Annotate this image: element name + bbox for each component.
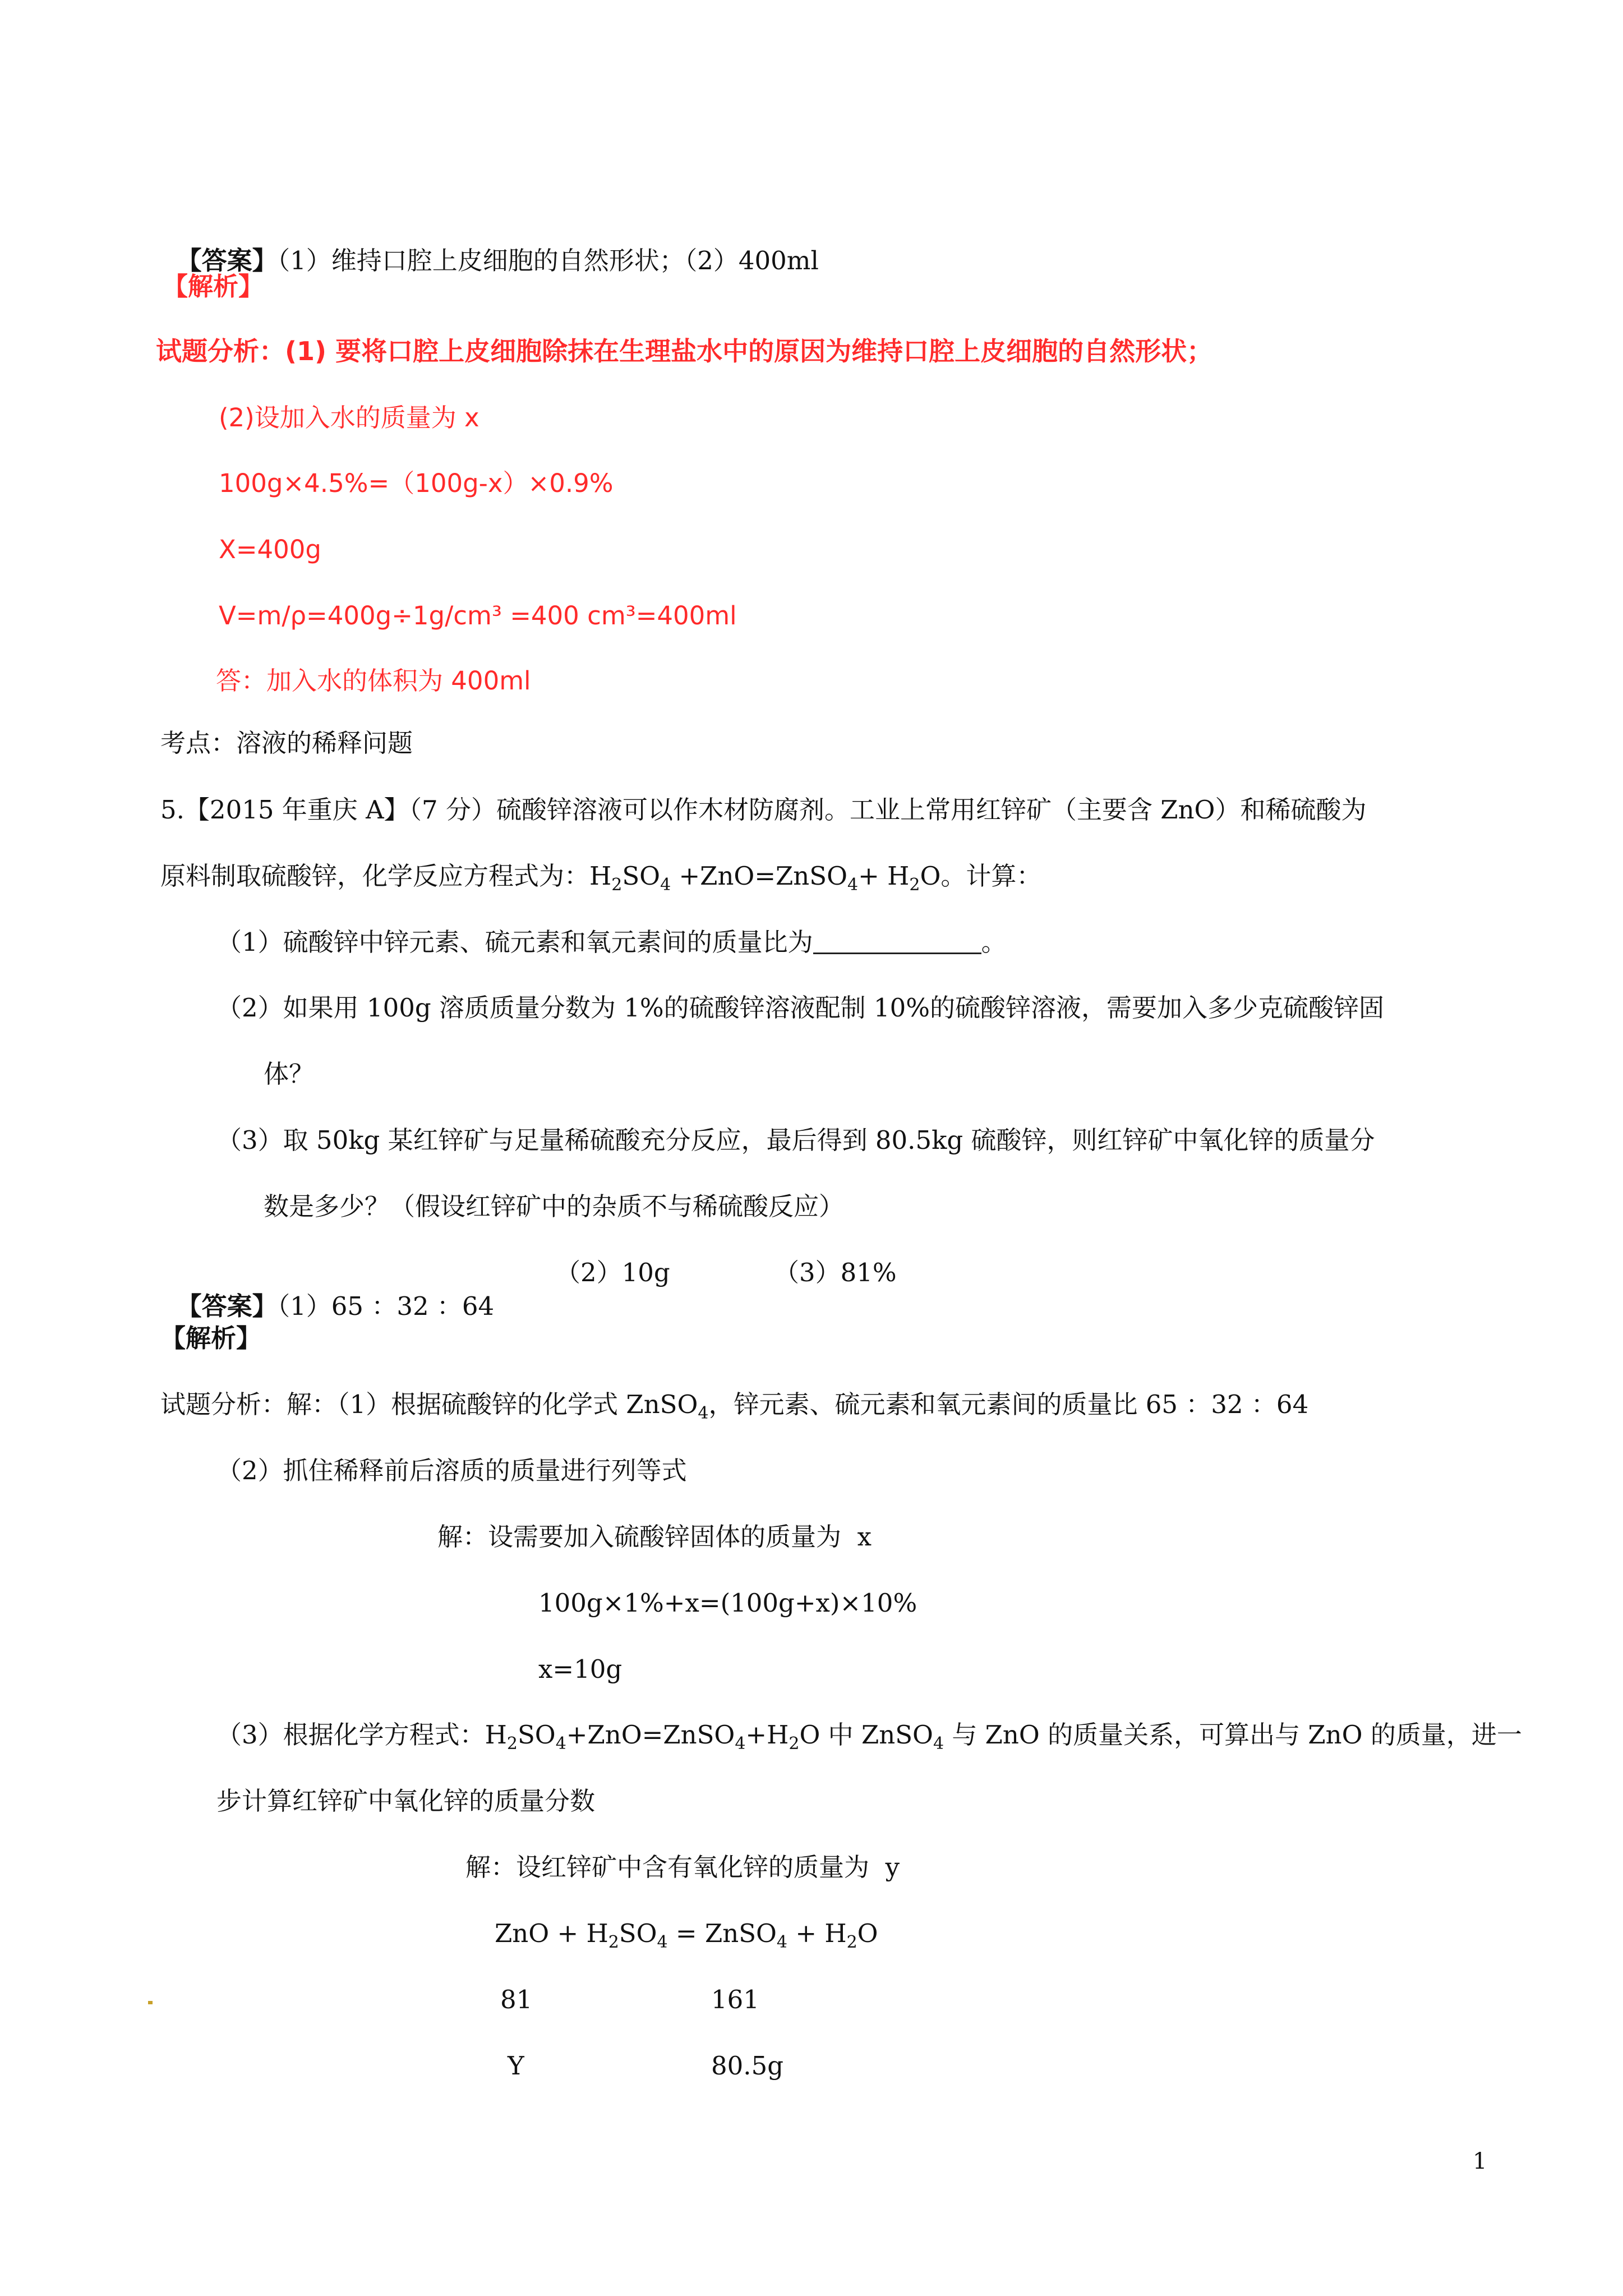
analysis-line: V=m/ρ=400g÷1g/cm³ =400 cm³=400ml (219, 601, 737, 631)
stray-mark (148, 2001, 153, 2004)
question-5-part-1: （1）硫酸锌中锌元素、硫元素和氧元素间的质量比为 。 (216, 927, 1007, 957)
kaodian-line: 考点：溶液的稀释问题 (160, 728, 413, 758)
analysis-line: 步计算红锌矿中氧化锌的质量分数 (216, 1786, 596, 1816)
analysis-line: (2)设加入水的质量为 x (219, 403, 479, 432)
equation-value: 80.5g (711, 2051, 784, 2081)
answer-blank (813, 930, 981, 954)
analysis-line: 解：设红锌矿中含有氧化锌的质量为 y (465, 1852, 900, 1882)
question-5-part-3: （3）取 50kg 某红锌矿与足量稀硫酸充分反应，最后得到 80.5kg 硫酸锌，则红锌矿中氧化锌的质量分 (216, 1125, 1375, 1155)
equation-line: x=10g (538, 1654, 623, 1684)
answer-line-q4 (160, 210, 819, 278)
analysis-tag: 【解析】 (163, 272, 264, 301)
analysis-line: 解：设需要加入硫酸锌固体的质量为 x (437, 1522, 872, 1552)
page-number: 1 (1473, 2148, 1487, 2174)
answer-tag: 【答案】 (176, 246, 278, 275)
answer-part: （3）81% (774, 1258, 897, 1287)
answer-tag: 【答案】 (176, 1291, 278, 1321)
analysis-line: 答：加入水的体积为 400ml (216, 666, 531, 696)
equation-value: 161 (711, 1985, 759, 2014)
equation-line: ZnO + $H_2SO_4$ = ZnSO$_4$ + $H_2O$ (495, 1918, 878, 1952)
answer-part: （2）10g (555, 1258, 670, 1287)
answer-part: （1）65 ：32 ：64 (277, 1291, 495, 1321)
analysis-line: （3）根据化学方程式：$H_2SO_4+ZnO=ZnSO_4+H_2O$ 中 ZnSO$_4$ 与 ZnO 的质量关系，可算出与 ZnO 的质量，进一 (216, 1720, 1522, 1754)
analysis-line: 试题分析：(1) 要将口腔上皮细胞除抹在生理盐水中的原因为维持口腔上皮细胞的自然形状； (156, 336, 1213, 366)
analysis-line: 100g×4.5%=（100g-x）×0.9% (219, 468, 614, 498)
question-5-part-2-cont: 体？ (264, 1059, 315, 1089)
question-5-line: 原料制取硫酸锌，化学反应方程式为：$H_2SO_4$ +ZnO=ZnSO$_4$+ $H_2O$。计算： (160, 861, 1042, 895)
equation-value: Y (508, 2051, 524, 2081)
analysis-line: （2）抓住稀释前后溶质的质量进行列等式 (216, 1456, 687, 1485)
analysis-tag: 【解析】 (160, 1323, 262, 1353)
analysis-line: X=400g (219, 535, 321, 564)
question-5-part-2: （2）如果用 100g 溶质质量分数为 1%的硫酸锌溶液配制 10%的硫酸锌溶液，需要加入多少克硫酸锌固 (216, 993, 1384, 1023)
equation-line: 100g×1%+x=(100g+x)×10% (538, 1588, 917, 1618)
analysis-line: 试题分析：解：（1）根据硫酸锌的化学式 ZnSO$_4$，锌元素、硫元素和氧元素间的质量比 65 ：32 ：64 (160, 1389, 1309, 1423)
equation-value: 81 (500, 1985, 533, 2014)
answer-line-q5 (160, 1256, 494, 1323)
question-5-part-3-cont: 数是多少？（假设红锌矿中的杂质不与稀硫酸反应） (264, 1191, 845, 1221)
question-5-line: 5.【2015 年重庆 A】（7 分）硫酸锌溶液可以作木材防腐剂。工业上常用红锌矿（主要含 ZnO）和稀硫酸为 (160, 795, 1367, 825)
answer-text: （1）维持口腔上皮细胞的自然形状；（2）400ml (277, 246, 819, 275)
